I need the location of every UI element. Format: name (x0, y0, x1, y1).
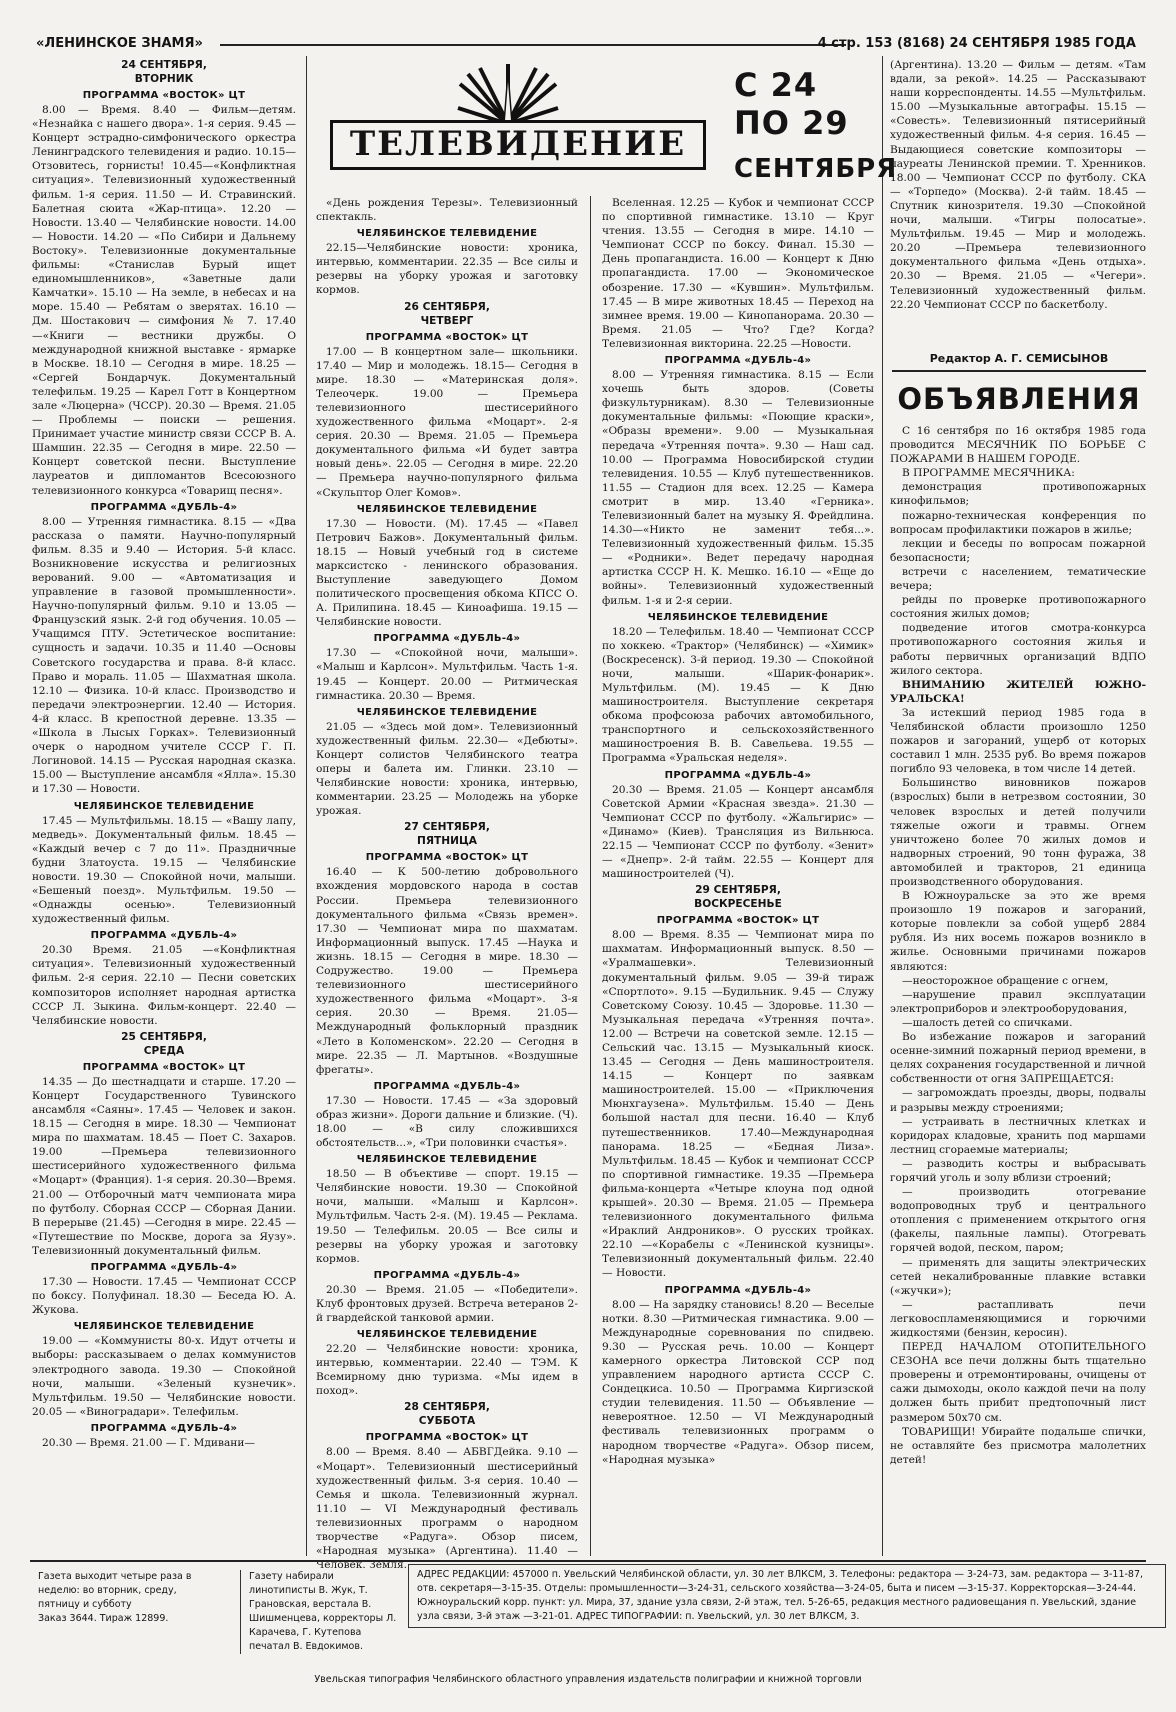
ads-list-item: —шалость детей со спичками. (902, 1016, 1073, 1029)
program-heading: ПРОГРАММА «ДУБЛЬ-4» (664, 1284, 812, 1296)
date-range-line1: С 24 ПО 29 (734, 66, 849, 142)
weekday-heading: ВОСКРЕСЕНЬЕ (694, 898, 782, 911)
schedule-text: 17.30 — Новости. 17.45 — «За здоровый образ жизни». Дороги дальние и близкие. (Ч). 18.00 — «В силу сложившихся обстоятельств...», «Три половинки счастья». (316, 1094, 578, 1150)
ads-list-item: — применять для защиты электрических сетей некалиброванные плавкие вставки («жучки»); (890, 1256, 1146, 1297)
schedule-text: Вселенная. 12.25 — Кубок и чемпионат СССР по спортивной гимнастике. 13.10 — Круг чтения. 13.55 — Сегодня в мире. 14.10 — Чемпионат СССР по боксу. Финал. 15.30 — День пропагандиста. 16.00 — Концерт к Дню пропагандиста. 17.00 — Экономическое обозрение. 17.30 — «Кувшин». Мультфильм. 17.45 — В мире животных 18.45 — Переход на зимнее время. 19.00 — Кинопанорама. 20.30 — Время. 21.05 — Что? Где? Когда? Телевизионная викторина. 22.25 —Новости. (602, 197, 874, 350)
date-range (734, 66, 898, 184)
ads-paragraph: В Южноуральске за это же время произошло 19 пожаров и загораний, которые повлекли за собой ущерб 2884 рубля. Из них восемь пожаров возникло в жилье. Основными причинами пожаров являются: (890, 890, 1146, 973)
ads-list-item: —нарушение правил эксплуатации электроприборов и электрооборудования, (890, 988, 1146, 1015)
day-heading: 26 СЕНТЯБРЯ, (404, 300, 490, 313)
program-heading: ПРОГРАММА «ВОСТОК» ЦТ (365, 1432, 529, 1444)
ads-column (890, 424, 1146, 1496)
masthead (30, 34, 1136, 56)
footer-rule (30, 1560, 1146, 1562)
schedule-text: 17.30 — Новости. (М). 17.45 — «Павел Петрович Бажов». Документальный фильм. 18.15 — Новый учебный год в системе марксистско - ленинского образования. Выступление заведующего Домом политического просвещения обкома КПСС О. А. Прилипина. 18.45 — Киноафиша. 19.15 — Челябинские новости. (316, 517, 578, 629)
day-heading: 24 СЕНТЯБРЯ, (121, 59, 207, 71)
program-heading: ЧЕЛЯБИНСКОЕ ТЕЛЕВИДЕНИЕ (356, 503, 538, 515)
schedule-text: 8.00 — На зарядку становись! 8.20 — Веселые нотки. 8.30 —Ритмическая гимнастика. 9.00 — Международные соревнования по спидвею. 9.30 — Русская речь. 10.00 — Концерт камерного оркестра Литовской ССР под управлением народного артиста СССР С. Сондецкиса. 10.50 — Программа Киргизской студии телевидения. 11.50 — Объявление —невероятное. 12.50 — VI Международный фестиваль телевизионных программ о народном творчестве «Радуга». Обзор писем, «Народная музыка» (602, 1298, 874, 1466)
schedule-column-2 (316, 196, 578, 1572)
editor-rule (892, 370, 1146, 372)
schedule-text: 18.20 — Телефильм. 18.40 — Чемпионат СССР по хоккею. «Трактор» (Челябинск) — «Химик» (Воскресенск). 3-й период. 19.30 — Спокойной ночи, малыши. «Шарик-фонарик». Мультфильм. (М). 19.45 — К Дню машиностроителя. Выступление секретаря обкома профсоюза рабочих автомобильного, транспортного и сельскохозяйственного машиностроения В. В. Савельева. 19.55 — Программа «Уральская неделя». (602, 625, 874, 765)
day-heading: 27 СЕНТЯБРЯ, (404, 821, 490, 834)
schedule-text: 20.30 — Время. 21.05 — Концерт ансамбля Советской Армии «Красная звезда». 21.30 — Чемпионат СССР по футболу. «Жальгирис» — «Динамо» (Киев). Трансляция из Вильнюса. 22.15 — Чемпионат СССР по футболу. «Зенит» — «Днепр». 2-й тайм. 22.55 — Концерт для машиностроителей (Ч). (602, 783, 874, 881)
ads-list-item: — производить отогревание водопроводных труб и центрального отопления с применением открытого огня (факелы, паяльные лампы). Отогревать горячей водой, песком, паром; (890, 1186, 1146, 1255)
column-divider (306, 56, 307, 1556)
weekday-heading: ПЯТНИЦА (416, 835, 477, 848)
schedule-text: 8.00 — Время. 8.40 — АБВГДейка. 9.10 — «Моцарт». Телевизионный шестисерийный художественный фильм. 3-я серия. 10.40 — Семья и школа. Телевизионный журнал. 11.10 — VI Международный фестиваль телевизионных программ о народном творчестве «Радуга». Обзор писем, «Народная музыка» (Аргентина). 11.40 — Человек. Земля. (316, 1446, 578, 1572)
program-heading: ПРОГРАММА «ДУБЛЬ-4» (90, 1422, 238, 1434)
ads-list-item: рейды по проверке противопожарного состояния жилых домов; (890, 594, 1146, 621)
program-heading: ПРОГРАММА «ДУБЛЬ-4» (373, 1080, 521, 1092)
schedule-column-3 (602, 196, 874, 1496)
editor-line: Редактор А. Г. СЕМИСЫНОВ (929, 352, 1109, 365)
ads-list-item: — растапливать печи легковоспламеняющимися и горючими жидкостями (бензин, керосин). (890, 1298, 1146, 1339)
sunburst-tower-icon (458, 62, 558, 124)
program-heading: ПРОГРАММА «ВОСТОК» ЦТ (656, 915, 820, 927)
ads-list-item: демонстрация противопожарных кинофильмов; (890, 481, 1146, 508)
ads-title: ОБЪЯВЛЕНИЯ (897, 382, 1141, 416)
footer-staff: Газету набирали линотиписты В. Жук, Т. Грановская, верстала В. Шишменцева, корректоры Л. Карачева, Г. Кутепова печатал В. Евдокимов. (240, 1570, 399, 1654)
schedule-text: 17.30 — Новости. 17.45 — Чемпионат СССР по боксу. Полуфинал. 18.30 — Беседа Ю. А. Жукова. (32, 1276, 296, 1317)
schedule-text: 17.00 — В концертном зале— школьники. 17.40 — Мир и молодежь. 18.15— Сегодня в мире. 18.30 — «Материнская доля». Телеочерк. 19.00 — Премьера телевизионного шестисерийного художественного фильма «Моцарт». 2-я серия. 20.30 — Время. 21.05 — Премьера документального фильма «И будет завтра новый день». 22.05 — Сегодня в мире. 22.20 — Премьера научно-популярного фильма «Скульптор Олег Комов». (316, 345, 578, 499)
schedule-text: 19.00 — «Коммунисты 80-х. Идут отчеты и выборы: рассказываем о делах коммунистов электродного завода. 19.30 — Спокойной ночи, малыши. «Зеленый кузнечик». Мультфильм. 19.50 — Челябинские новости. 20.05 — «Виноградари». Телефильм. (32, 1335, 296, 1418)
schedule-text: 14.35 — До шестнадцати и старше. 17.20 — Концерт Государственного Тувинского ансамбля «Саяны». 17.45 — Человек и закон. 18.15 — Сегодня в мире. 18.30 — Чемпионат мира по шахматам. 18.45 — Поет С. Захаров. 19.00 —Премьера телевизионного шестисерийного художественного фильма «Моцарт» (Франция). 1-я серия. 20.30—Время. 21.00 — Отборочный матч чемпионата мира по футболу. Сборная СССР — Сборная Дании. В перерыве (21.45) —Сегодня в мире. 22.45 — «Путешествие по Москве, дорога за Яузу». Телевизионный документальный фильм. (32, 1075, 296, 1257)
schedule-text: 18.50 — В объективе — спорт. 19.15 — Челябинские новости. 19.30 — Спокойной ночи, малыши. «Малыш и Карлсон». Мультфильм. Часть 2-я. (М). 19.45 — Реклама. 19.50 — Телефильм. 20.05 — Все силы и резервы на уборку урожая и заготовку кормов. (316, 1168, 578, 1265)
schedule-text: (Аргентина). 13.20 — Фильм — детям. «Там вдали, за рекой». 14.25 — Рассказывают наши корреспонденты. 14.55 —Мультфильм. 15.00 —Музыкальные автографы. 15.15 — «Совесть». Телевизионный пятисерийный художественный фильм. 4-я серия. 16.45 — Выдающиеся советские композиторы — лауреаты Ленинской премии. Т. Хренников. 18.00 — Чемпионат СССР по футболу. СКА — «Торпедо» (Москва). 2-й тайм. 18.45 — Спутник кинозрителя. 19.30 —Спокойной ночи, малыши. «Тигры полосатые». Мультфильм. 19.45 — Мир и молодежь. 20.20 —Премьера телевизионного документального фильма «День отдыха». 20.30 — Время. 21.05 — «Чегери». Телевизионный художественный фильм. 22.20 Чемпионат СССР по баскетболу. (890, 59, 1146, 311)
program-heading: ПРОГРАММА «ВОСТОК» ЦТ (82, 90, 246, 101)
program-heading: ПРОГРАММА «ДУБЛЬ-4» (373, 1269, 521, 1281)
ads-paragraph: ТОВАРИЩИ! Убирайте подальше спички, не оставляйте без присмотра малолетних детей! (890, 1425, 1146, 1466)
program-heading: ПРОГРАММА «ДУБЛЬ-4» (664, 769, 812, 781)
ads-paragraph: Во избежание пожаров и загораний осенне-зимний пожарный период времени, в целях сохранения государственной и личной собственности от огня ЗАПРЕЩАЕТСЯ: (890, 1031, 1146, 1086)
program-heading: ЧЕЛЯБИНСКОЕ ТЕЛЕВИДЕНИЕ (356, 706, 538, 718)
column-divider (590, 196, 591, 1556)
ads-heading: ВНИМАНИЮ ЖИТЕЛЕЙ ЮЖНО-УРАЛЬСКА! (890, 678, 1146, 705)
schedule-column-1 (32, 56, 296, 1496)
schedule-text: 22.15—Челябинские новости: хроника, интервью, комментарии. 22.35 — Все силы и резервы на уборку урожая и заготовку кормов. (316, 242, 578, 297)
ads-paragraph: Большинство виновников пожаров (взрослых) были в нетрезвом состоянии, 30 человек взрослых и детей получили тяжелые ожоги и травмы. Огнем уничтожено более 70 жилых домов и надворных строений, 90 тонн фуража, 38 автомобилей и тракторов, 21 единица производственного оборудования. (890, 777, 1146, 888)
footer-order-note: Заказ 3644. Тираж 12899. (38, 1613, 169, 1624)
weekday-heading: ВТОРНИК (134, 73, 194, 85)
ads-paragraph: С 16 сентября по 16 октября 1985 года проводится МЕСЯЧНИК ПО БОРЬБЕ С ПОЖАРАМИ В НАШЕМ ГОРОДЕ. (890, 425, 1146, 466)
schedule-text: 20.30 Время. 21.05 —«Конфликтная ситуация». Телевизионный художественный фильм. 2-я серия. 22.10 — Песни советских композиторов исполняет народная артистка СССР Л. Зыкина. Фильм-концерт. 22.40 — Челябинские новости. (32, 944, 296, 1027)
program-heading: ЧЕЛЯБИНСКОЕ ТЕЛЕВИДЕНИЕ (73, 1321, 255, 1333)
printer-line: Увельская типография Челябинского областного управления издательств полиграфии и книжной торговли (314, 1674, 862, 1685)
ads-list-item: встречи с населением, тематические вечера; (890, 565, 1146, 593)
program-heading: ПРОГРАММА «ДУБЛЬ-4» (664, 355, 812, 367)
ads-list-item: лекции и беседы по вопросам пожарной безопасности; (890, 537, 1146, 564)
ads-list-item: —неосторожное обращение с огнем, (902, 974, 1109, 987)
footer-address: АДРЕС РЕДАКЦИИ: 457000 п. Увельский Челябинской области, ул. 30 лет ВЛКСМ, 3. Телефоны: редактора — 3-24-73, зам. редактора — 3-11-87, отв. секретаря—3-15-35. Отделы: промышленности—3-24-31, сельского хозяйства—3-24-05, быта и писем —3-15-37. Корректорская—3-24-44. Южноуральский корр. пункт: ул. Мира, 37, здание узла связи, 2-й этаж, тел. 5-26-65, редакция местного радиовещания п. Увельский, здание узла связи, 3-й этаж —3-21-01. АДРЕС ТИПОГРАФИИ: п. Увельский, ул. 30 лет ВЛКСМ, 3. (408, 1564, 1166, 1628)
schedule-text: 8.00 — Время. 8.35 — Чемпионат мира по шахматам. Информационный выпуск. 8.50 — «Уралмашевки». Телевизионный документальный фильм. 9.05 — 39-й тираж «Спортлото». 9.15 —Будильник. 9.45 — Служу Советскому Союзу. 10.45 — Здоровье. 11.30 —Музыкальная передача «Утренняя почта». 12.00 — Встречи на советской земле. 12.15 — Сельский час. 13.15 — Музыкальный киоск. 13.45 — Сегодня — День машиностроителя. 14.15 — Концерт по заявкам машиностроителей. 15.00 — «Приключения Мюнхгаузена». Мультфильм. 15.40 — День большой настал для песни. 16.40 — Клуб путешественников. 17.40—Международная панорама. 18.25 — «Бедная Лиза». Мультфильм. 18.45 — Кубок и чемпионат СССР по спортивной гимнастике. 19.35 —Премьера фильма-концерта «Четыре клоуна под одной крышей». 20.30 — Время. 21.05 — Премьера телевизионного документального фильма «Ираклий Андроников». О русских тройках. 22.10 —«Корабелы с «Ленинской кузницы». Телевизионный документальный фильм. 22.40 — Новости. (602, 929, 874, 1280)
masthead-rule (220, 44, 846, 46)
day-heading: 28 СЕНТЯБРЯ, (404, 1401, 490, 1414)
schedule-text: 17.45 — Мультфильмы. 18.15 — «Вашу лапу, медведь». Документальный фильм. 18.45 — «Каждый вечер с 7 до 11». Праздничные будни Златоуста. 19.15 — Челябинские новости. 19.30 — Спокойной ночи, малыши. «Бешеный поезд». Мультфильм. 19.50 — «Однажды осенью». Телевизионный художественный фильм. (32, 814, 296, 926)
program-heading: ПРОГРАММА «ДУБЛЬ-4» (90, 930, 238, 942)
schedule-text: 8.00 — Утренняя гимнастика. 8.15 — «Два рассказа о памяти. Научно-популярный фильм. 8.35 и 9.40 — История. 5-й класс. Возникновение искусства и религиозных верований. 9.00 — «Автоматизация и управление в газовой промышленности». Научно-популярный фильм. 9.10 и 13.05 — Французский язык. 2-й год обучения. 10.05 — Учащимся ПТУ. Эстетическое воспитание: сущность и задачи. 10.35 и 11.40 —Основы Советского государства и права. 8-й класс. Право и мораль. 11.05 — Шахматная школа. 12.10 — Физика. 10-й класс. Производство и передачи электроэнергии. 12.40 — История. 4-й класс. В крепостной деревне. 13.35 — «Школа в Лысых Горках». Телевизионный очерк о народном учителе СССР Г. П. Логиновой. 14.15 — Русская народная сказка. 15.00 — Выступление ансамбля «Ялла». 15.30 и 17.30 — Новости. (32, 515, 296, 796)
ads-list-2 (890, 974, 1146, 1030)
program-heading: ПРОГРАММА «ДУБЛЬ-4» (90, 1262, 238, 1274)
tv-title: ТЕЛЕВИДЕНИЕ (330, 120, 706, 170)
program-heading: ЧЕЛЯБИНСКОЕ ТЕЛЕВИДЕНИЕ (647, 611, 829, 623)
column-divider (882, 56, 883, 1556)
program-heading: ЧЕЛЯБИНСКОЕ ТЕЛЕВИДЕНИЕ (356, 1154, 538, 1166)
schedule-column-4 (890, 58, 1146, 343)
day-heading: 25 СЕНТЯБРЯ, (121, 1030, 207, 1043)
day-heading: 29 СЕНТЯБРЯ, (695, 884, 781, 897)
ads-list-item: — загромождать проезды, дворы, подвалы и разрывы между строениями; (890, 1087, 1146, 1114)
schedule-text: 20.30 — Время. 21.05 — «Победители». Клуб фронтовых друзей. Встреча ветеранов 2-й гвардейской танковой армии. (316, 1283, 578, 1324)
program-heading: ПРОГРАММА «ДУБЛЬ-4» (373, 633, 521, 645)
ads-list-item: — устраивать в лестничных клетках и коридорах кладовые, хранить под маршами лестниц сгораемые материалы; (890, 1115, 1146, 1156)
program-heading: ЧЕЛЯБИНСКОЕ ТЕЛЕВИДЕНИЕ (356, 228, 538, 240)
ads-list-item: пожарно-техническая конференция по вопросам профилактики пожаров в жилье; (890, 509, 1146, 536)
weekday-heading: СРЕДА (143, 1044, 185, 1057)
schedule-text: 21.05 — «Здесь мой дом». Телевизионный художественный фильм. 22.30— «Дебюты». Концерт солистов Челябинского театра оперы и балета им. Глинки. 23.10 — Челябинские новости: хроника, интервью, комментарии. 23.25 — Молодежь на уборке урожая. (316, 720, 578, 818)
program-heading: ПРОГРАММА «ДУБЛЬ-4» (90, 501, 238, 513)
schedule-text: 16.40 — К 500-летию добровольного вхождения мордовского народа в состав России. Премьера телевизионного документального фильма «Связь времен». 17.30 — Чемпионат мира по шахматам. Информационный выпуск. 17.45 —Наука и жизнь. 18.15 — Сегодня в мире. 18.30 — Содружество. 19.00 — Премьера телевизионного шестисерийного художественного фильма «Моцарт». 3-я серия. 20.30 — Время. 21.05—Международный фольклорный праздник «Лето в Коломенском». 22.20 — Сегодня в мире. 22.35 — Л. Мартынов. «Воздушные фрегаты». (316, 866, 578, 1076)
program-heading: ПРОГРАММА «ВОСТОК» ЦТ (365, 331, 529, 343)
footer-schedule (38, 1570, 208, 1626)
ads-list-3 (890, 1086, 1146, 1340)
ads-paragraph: В ПРОГРАММЕ МЕСЯЧНИКА: (902, 467, 1075, 480)
paper-name: «ЛЕНИНСКОЕ ЗНАМЯ» (36, 36, 203, 51)
schedule-text: 20.30 — Время. 21.00 — Г. Мдивани— (42, 1436, 255, 1449)
program-heading: ЧЕЛЯБИНСКОЕ ТЕЛЕВИДЕНИЕ (356, 1329, 538, 1341)
schedule-text: «День рождения Терезы». Телевизионный спектакль. (316, 197, 578, 224)
date-range-line2: СЕНТЯБРЯ (734, 154, 898, 184)
program-heading: ПРОГРАММА «ВОСТОК» ЦТ (365, 852, 529, 864)
weekday-heading: СУББОТА (418, 1415, 476, 1428)
schedule-text: 22.20 — Челябинские новости: хроника, интервью, комментарии. 22.40 — ТЭМ. К Всемирному дню туризма. «Мы идем в поход». (316, 1343, 578, 1398)
tv-header-logo (316, 62, 696, 188)
program-heading: ПРОГРАММА «ВОСТОК» ЦТ (82, 1061, 246, 1073)
footer-publication-note: Газета выходит четыре раза в неделю: во вторник, среду, пятницу и субботу (38, 1571, 192, 1610)
ads-list-item: — разводить костры и выбрасывать горячий уголь и золу вблизи строений; (890, 1157, 1146, 1184)
ads-list-item: подведение итогов смотра-конкурса противопожарного состояния жилья и работы первичных организаций ВДПО жилого сектора. (890, 622, 1146, 677)
ads-paragraph: ПЕРЕД НАЧАЛОМ ОТОПИТЕЛЬНОГО СЕЗОНА все печи должны быть тщательно проверены и отремонтированы, очищены от сажи дымоходы, около каждой печи на полу должен быть прибит предтопочный лист размером 50х70 см. (890, 1341, 1146, 1424)
weekday-heading: ЧЕТВЕРГ (420, 314, 474, 327)
schedule-text: 8.00 — Утренняя гимнастика. 8.15 — Если хочешь быть здоров. (Советы физкультурникам). 8.30 — Телевизионные документальные фильмы: «Поющие краски», «Образы времени». 9.00 — Музыкальная передача «Утренняя почта». 9.30 — Наш сад. 10.00 — Программа Новосибирской студии телевидения. 10.55 — Клуб путешественников. 11.55 — Стадион для всех. 12.25 — Камера смотрит в мир. 13.40 «Герника». Телевизионный балет на музыку Я. Фрейдлина. 14.30—«Никто не заменит тебя...». Телевизионный художественный фильм. 15.35 — «Родники». Ведет передачу народная артистка СССР Н. К. Мешко. 16.10 — «Еще до войны». Телевизионный художественный фильм. 1-я и 2-я серии. (602, 369, 874, 607)
program-heading: ЧЕЛЯБИНСКОЕ ТЕЛЕВИДЕНИЕ (73, 800, 255, 812)
schedule-text: 17.30 — «Спокойной ночи, малыши». «Малыш и Карлсон». Мультфильм. Часть 1-я. 19.45 — Концерт. 20.00 — Ритмическая гимнастика. 20.30 — Время. (316, 647, 578, 702)
schedule-text: 8.00 — Время. 8.40 — Фильм—детям. «Незнайка с нашего двора». 1-я серия. 9.45 — Концерт эстрадно-симфонического оркестра Ленинградского телевидения и радио. 10.15—Отзовитесь, горнисты! 10.45—«Конфликтная ситуация». Телевизионный художественный фильм. 1-я серия. 11.50 — И. Стравинский. Балетная сюита «Жар-птица». 12.20 — Новости. 13.40 — Челябинские новости. 14.00 — Новости. 14.20 — «По Сибири и Дальнему Востоку». Телевизионные документальные фильмы: «Станислав Бурый ищет единомышленников», «Заветные дали Камчатки». 15.10 — На земле, в небесах и на море. 15.40 — Ребятам о зверятах. 16.10 — Дм. Шостакович — симфония № 7. 17.40 —«Книги — вестники дружбы. О международной книжной выставке - ярмарке в Москве. 18.10 — Сегодня в мире. 18.25 — «Сергей Бондарчук. Документальный телефильм. 19.25 — Карел Готт в Концертном зале «Люцерна» (ЧССР). 20.30 — Время. 21.05 — Проблемы — поиски — решения. Принимает участие министр связи СССР В. А. Шамшин. 22.35 — Сегодня в мире. 22.50 — Концерт советской песни. Выступление лауреатов и дипломантов Всесоюзного телевизионного конкурса «Товарищ песня». (32, 104, 296, 497)
ads-list-1 (890, 480, 1146, 677)
ads-paragraph: За истекший период 1985 года в Челябинской области произошло 1250 пожаров и загораний, ущерб от которых составил 1 млн. 2535 руб. Во время пожаров погибло 93 человека, в том числе 14 детей. (890, 706, 1146, 776)
issue-line: 4 стр. 153 (8168) 24 СЕНТЯБРЯ 1985 ГОДА (817, 36, 1136, 51)
